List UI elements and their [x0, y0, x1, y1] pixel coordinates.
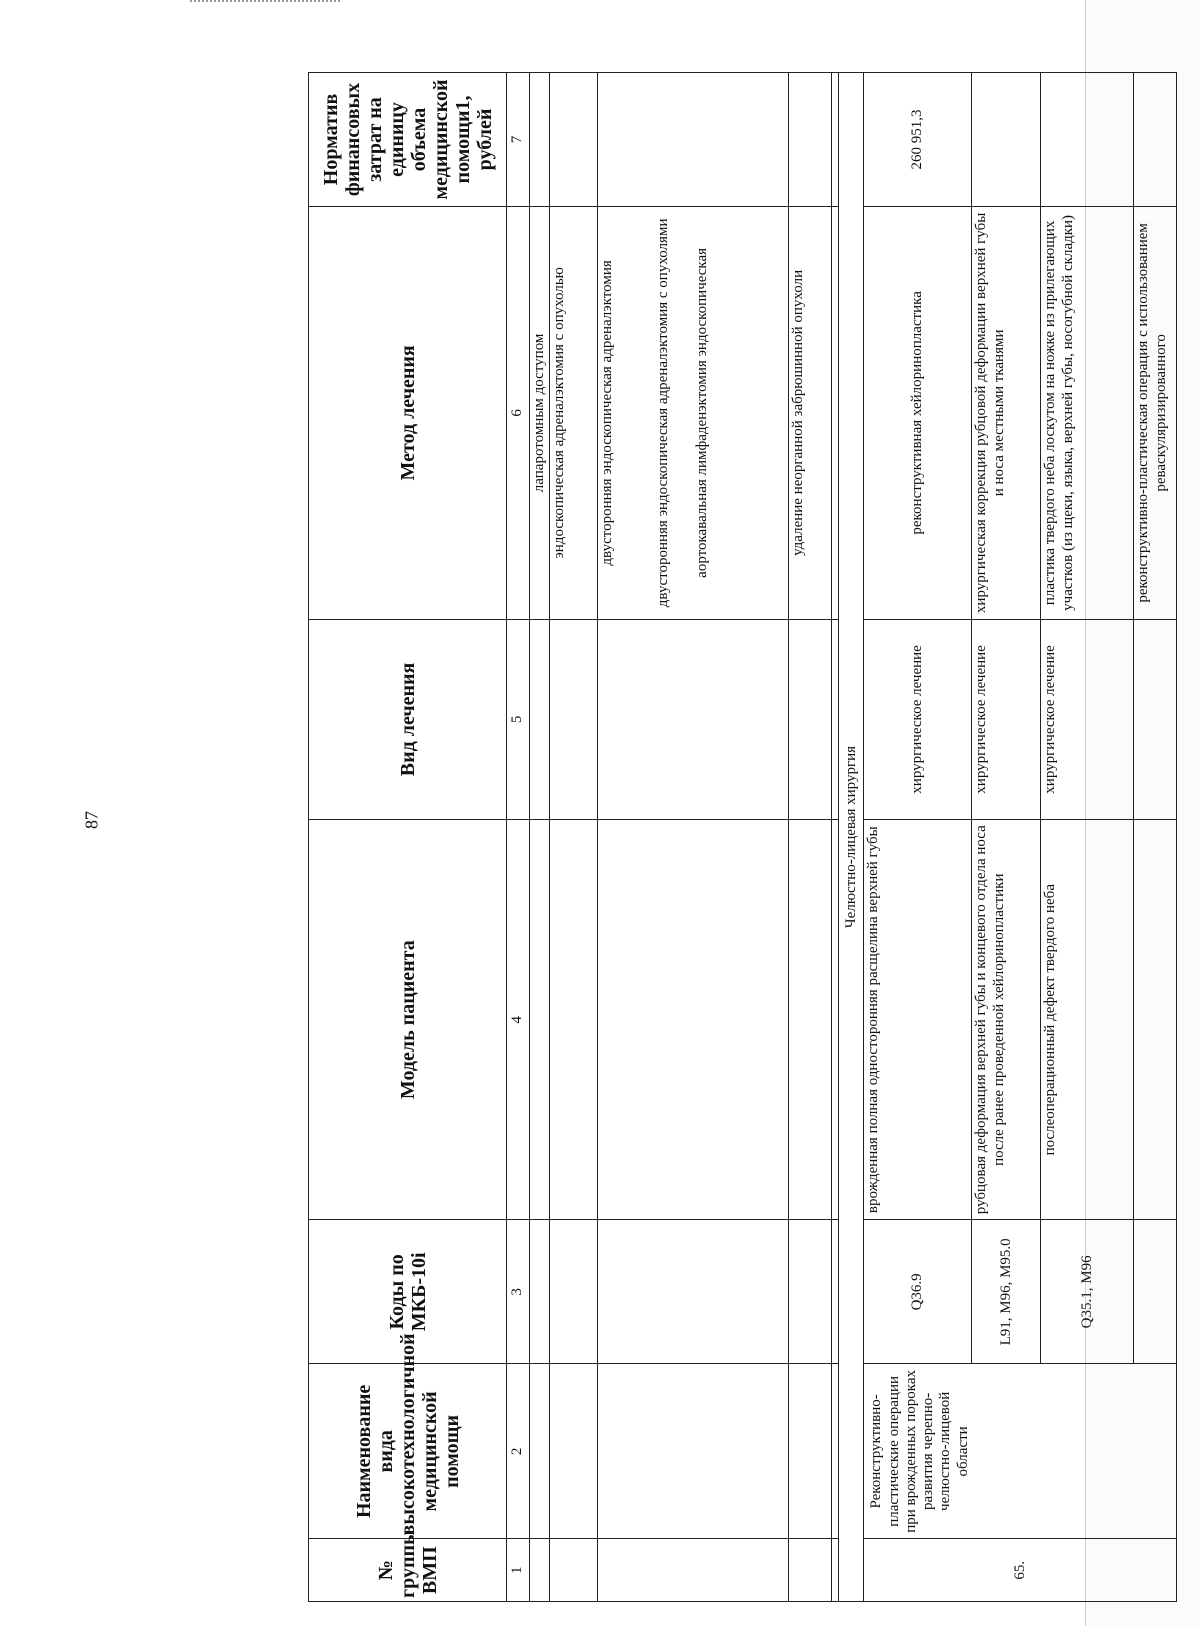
section-row — [839, 73, 864, 1602]
vmp-table — [308, 72, 1177, 1602]
column-number: 5 — [507, 619, 530, 819]
table-row — [598, 73, 789, 1602]
treatment-type — [1134, 619, 1177, 819]
method-item: двусторонняя эндоскопическая адреналэктомия с опухолями — [654, 218, 671, 608]
header-patient-model: Модель пациента — [309, 820, 507, 1220]
section-title: Челюстно-лицевая хирургия — [839, 73, 864, 1602]
method-cell: удаление неорганной забрюшинной опухоли — [789, 206, 832, 619]
patient-model — [1134, 820, 1177, 1220]
icd-codes: L91, M96, M95.0 — [972, 1220, 1041, 1364]
header-group-number: № группы ВМП — [309, 1539, 507, 1602]
icd-codes: Q36.9 — [864, 1220, 972, 1364]
method-item: двусторонняя эндоскопическая адреналэктомия — [599, 260, 616, 566]
column-number: 3 — [507, 1220, 530, 1364]
treatment-type: хирургическое лечение — [1041, 619, 1134, 819]
treatment-method: реконструктивно-пластическая операция с использованием реваскуляризированного — [1134, 206, 1177, 619]
patient-model: врожденная полная односторонняя расщелина верхней губы — [864, 820, 972, 1220]
column-number: 4 — [507, 820, 530, 1220]
table-header-row — [309, 73, 507, 1602]
icd-codes: Q35.1, M96 — [1041, 1220, 1134, 1364]
patient-model: послеоперационный дефект твердого неба — [1041, 820, 1134, 1220]
table-row — [789, 73, 832, 1602]
spacer-row — [832, 73, 839, 1602]
header-treatment-method: Метод лечения — [309, 206, 507, 619]
treatment-method: хирургическая коррекция рубцовой деформации верхней губы и носа местными тканями — [972, 206, 1041, 619]
table-row — [864, 73, 972, 1602]
column-number: 2 — [507, 1364, 530, 1539]
column-number: 1 — [507, 1539, 530, 1602]
method-cell: эндоскопическая адреналэктомия с опухолью — [550, 206, 598, 619]
care-name: Реконструктивно-пластические операции при врожденных пороках развития черепно-челюстно-лицевой области — [864, 1364, 1177, 1539]
cost-norm: 260 951,3 — [864, 73, 972, 207]
method-cell-multi — [598, 206, 789, 619]
header-treatment-type: Вид лечения — [309, 619, 507, 819]
rotated-table-wrapper — [308, 72, 1169, 1602]
method-item: аортокавальная лимфаденэктомия эндоскопическая — [693, 247, 710, 578]
group-number: 65. — [864, 1539, 1177, 1602]
column-number: 6 — [507, 206, 530, 619]
treatment-type: хирургическое лечение — [864, 619, 972, 819]
table-row — [550, 73, 598, 1602]
column-number-row — [507, 73, 530, 1602]
header-cost-norm: Норматив финансовых затрат на единицу объема медицинской помощи1, рублей — [309, 73, 507, 207]
header-care-name: Наименование вида высокотехнологичной медицинской помощи — [309, 1364, 507, 1539]
table-row — [530, 73, 550, 1602]
header-icd-codes: Коды по МКБ-10i — [309, 1220, 507, 1364]
treatment-method: пластика твердого неба лоскутом на ножке из прилегающих участков (из щеки, языка, верхней губы, носогубной складки) — [1041, 206, 1134, 619]
icd-codes — [1134, 1220, 1177, 1364]
page-number: 87 — [81, 811, 102, 829]
scan-artifact — [190, 0, 340, 6]
method-cell: лапаротомным доступом — [530, 206, 550, 619]
patient-model: рубцовая деформация верхней губы и концевого отдела носа после ранее проведенной хейлоринопластики — [972, 820, 1041, 1220]
treatment-method: реконструктивная хейлоринопластика — [864, 206, 972, 619]
treatment-type: хирургическое лечение — [972, 619, 1041, 819]
column-number: 7 — [507, 73, 530, 207]
